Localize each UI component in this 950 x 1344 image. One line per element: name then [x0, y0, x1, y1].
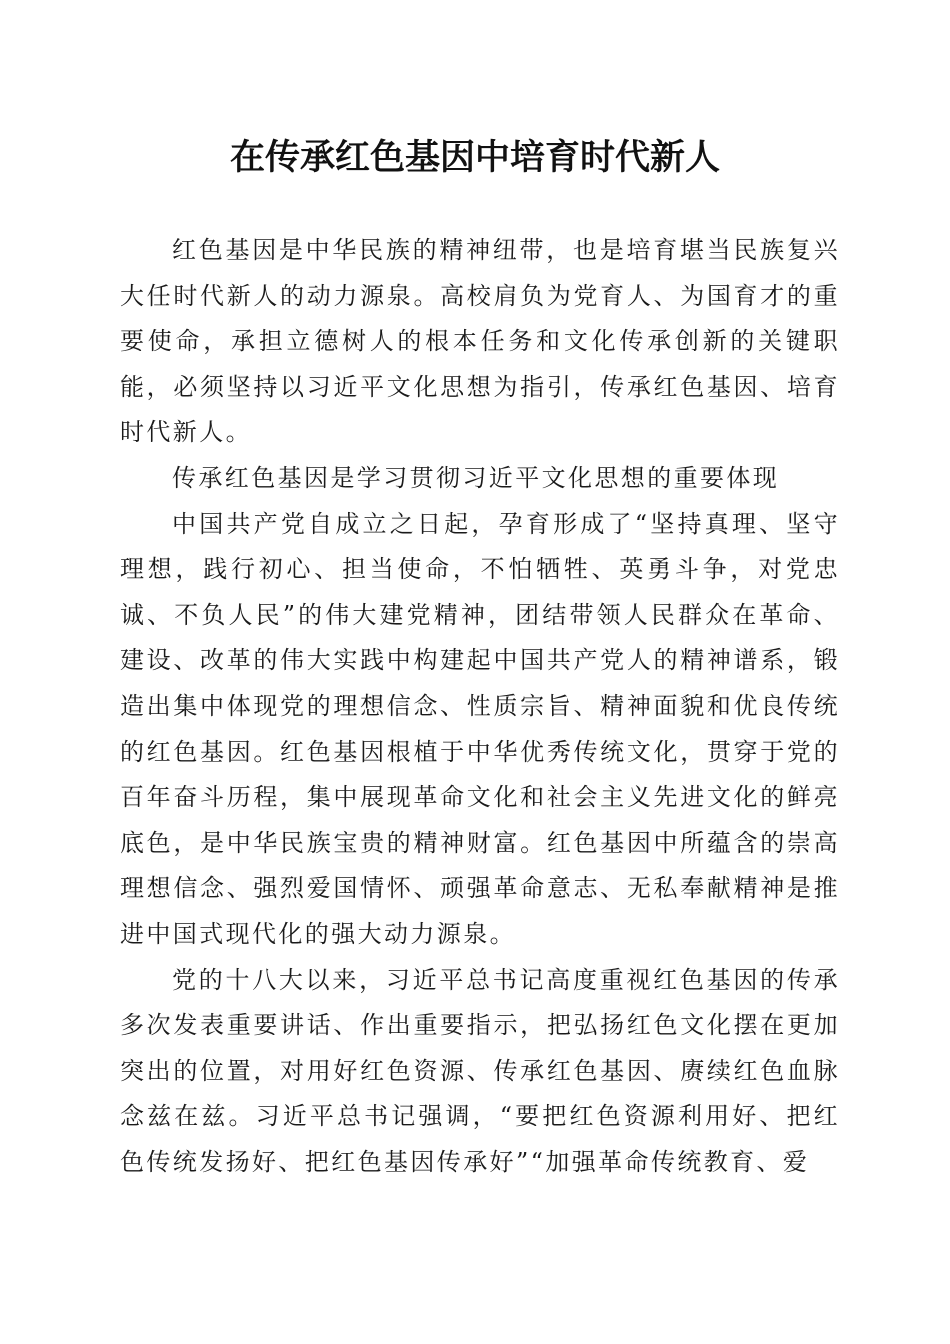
- paragraph-spirit: 中国共产党自成立之日起，孕育形成了“坚持真理、坚守理想，践行初心、担当使命，不怕牺牲、英勇斗争，对党忠诚、不负人民”的伟大建党精神，团结带领人民群众在革命、建设、改革的伟大实践中构建起中国共产党人的精神谱系，锻造出集中体现党的理想信念、性质宗旨、精神面貌和优良传统的红色基因。红色基因根植于中华优秀传统文化，贯穿于党的百年奋斗历程，集中展现革命文化和社会主义先进文化的鲜亮底色，是中华民族宝贵的精神财富。红色基因中所蕴含的崇高理想信念、强烈爱国情怀、顽强革命意志、无私奉献精神是推进中国式现代化的强大动力源泉。: [120, 509, 840, 948]
- document-body: [120, 228, 840, 1185]
- paragraph-intro: 红色基因是中华民族的精神纽带，也是培育堪当民族复兴大任时代新人的动力源泉。高校肩负为党育人、为国育才的重要使命，承担立德树人的根本任务和文化传承创新的关键职能，必须坚持以习近平文化思想为指引，传承红色基因、培育时代新人。: [120, 236, 840, 447]
- section-heading: 传承红色基因是学习贯彻习近平文化思想的重要体现: [172, 463, 780, 492]
- paragraph-eighteenth-congress: 党的十八大以来，习近平总书记高度重视红色基因的传承多次发表重要讲话、作出重要指示，把弘扬红色文化摆在更加突出的位置，对用好红色资源、传承红色基因、赓续红色血脉念兹在兹。习近平总书记强调，“要把红色资源利用好、把红色传统发扬好、把红色基因传承好”“加强革命传统教育、爱: [120, 965, 840, 1176]
- document-title: 在传承红色基因中培育时代新人: [229, 137, 720, 178]
